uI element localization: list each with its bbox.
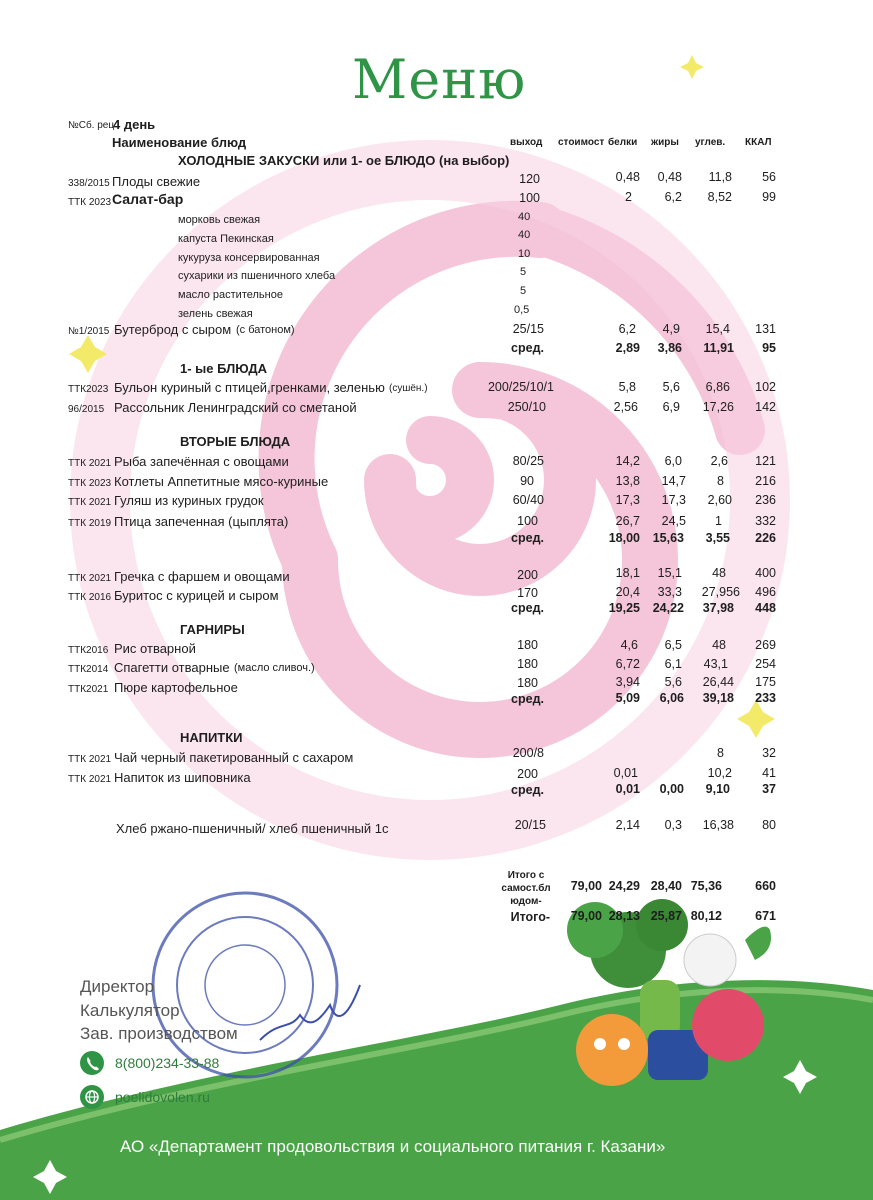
avg-kcal: 226: [755, 531, 776, 545]
ingredient-output: 40: [518, 211, 531, 223]
day-label: 4 день: [113, 117, 156, 132]
carbs-value: 8: [717, 746, 724, 760]
ingredient-output: 0,5: [514, 304, 530, 316]
avg-label: сред.: [511, 692, 544, 706]
avg-carbs: 39,18: [702, 691, 734, 705]
carbs-value: 2,60: [707, 493, 732, 507]
total-protein: 28,13: [608, 909, 640, 923]
header-cost: стоимост: [558, 137, 605, 148]
dish-name: Буритос с курицей и сыром: [114, 588, 279, 603]
ingredient-name: морковь свежая: [178, 214, 261, 226]
ingredient-output: 5: [520, 285, 527, 297]
total-label-1: Итого с самост.бл юдом-: [501, 870, 551, 907]
fat-value: 33,3: [657, 585, 682, 599]
kcal-value: 269: [755, 638, 776, 652]
dish-name: Чай черный пакетированный с сахаром: [114, 750, 354, 765]
avg-kcal: 233: [755, 691, 776, 705]
row-code: ТТК2016: [68, 645, 109, 656]
signature-director: Директор: [80, 977, 155, 996]
round-stamp: [153, 893, 337, 1077]
ingredient-name: сухарики из пшеничного хлеба: [178, 270, 336, 282]
row-code: ТТК 2019: [68, 518, 112, 529]
mascots-illustration: [567, 899, 771, 1086]
output-value: 200: [517, 767, 538, 781]
kcal-value: 332: [755, 514, 776, 528]
output-value: 200/25/10/1: [487, 380, 554, 394]
protein-value: 4,6: [620, 638, 638, 652]
total-cost: 79,00: [570, 879, 602, 893]
output-value: 180: [517, 657, 538, 671]
dish-name: Напиток из шиповника: [114, 770, 251, 785]
dish-name: Котлеты Аппетитные мясо-куриные: [114, 474, 329, 489]
row-code: ТТК2021: [68, 684, 109, 695]
row-code: ТТК 2021: [68, 774, 112, 785]
dish-name: Бутерброд с сыром: [114, 322, 232, 337]
kcal-value: 80: [762, 818, 776, 832]
row-code: №1/2015: [68, 326, 110, 337]
ingredient-name: капуста Пекинская: [178, 233, 274, 245]
protein-value: 14,2: [615, 454, 640, 468]
output-value: 80/25: [512, 454, 544, 468]
row-code: ТТК 2021: [68, 754, 112, 765]
ingredient-output: 5: [520, 266, 527, 278]
avg-label: сред.: [511, 531, 544, 545]
row-code: ТТК 2023: [68, 478, 112, 489]
total-carbs: 80,12: [690, 909, 722, 923]
row-code: ТТК 2023: [68, 197, 112, 208]
dish-name: Салат-бар: [112, 191, 184, 207]
ingredient-output: 10: [518, 248, 531, 260]
output-value: 180: [517, 638, 538, 652]
fat-value: 6,9: [662, 400, 680, 414]
kcal-value: 121: [755, 454, 776, 468]
header-fat: жиры: [651, 137, 679, 148]
total-protein: 24,29: [608, 879, 640, 893]
total-fat: 25,87: [650, 909, 682, 923]
output-value: 20/15: [514, 818, 546, 832]
total-kcal: 671: [755, 909, 776, 923]
ingredient-name: кукуруза консервированная: [178, 252, 320, 264]
section-title: ХОЛОДНЫЕ ЗАКУСКИ или 1- ое БЛЮДО (на выбор): [178, 153, 510, 168]
kcal-value: 32: [762, 746, 776, 760]
ingredient-name: масло растительное: [178, 289, 283, 301]
output-value: 250/10: [507, 400, 546, 414]
carbs-value: 17,26: [702, 400, 734, 414]
kcal-value: 99: [762, 190, 776, 204]
output-value: 120: [519, 172, 540, 186]
output-value: 100: [517, 514, 538, 528]
carbs-value: 6,86: [705, 380, 730, 394]
protein-value: 6,2: [618, 322, 636, 336]
header-protein: белки: [608, 137, 638, 148]
total-fat: 28,40: [650, 879, 682, 893]
globe-icon: [80, 1085, 104, 1109]
dish-name: Спагетти отварные: [114, 660, 230, 675]
header-output: выход: [510, 137, 543, 148]
fat-value: 24,5: [661, 514, 686, 528]
output-value: 100: [519, 191, 540, 205]
output-value: 60/40: [512, 493, 544, 507]
row-code: ТТК 2021: [68, 497, 112, 508]
kcal-value: 142: [755, 400, 776, 414]
carbs-value: 8: [717, 474, 724, 488]
website-link[interactable]: poelidovolen.ru: [115, 1089, 210, 1105]
avg-label: сред.: [511, 341, 544, 355]
fat-value: 6,0: [664, 454, 682, 468]
avg-carbs: 3,55: [705, 531, 730, 545]
avg-fat: 24,22: [652, 601, 684, 615]
kcal-value: 175: [755, 675, 776, 689]
carbs-value: 27,956: [701, 585, 740, 599]
carbs-value: 48: [712, 566, 726, 580]
total-label-2: Итого-: [510, 910, 550, 924]
fat-value: 14,7: [661, 474, 686, 488]
fat-value: 0,3: [664, 818, 682, 832]
kcal-value: 131: [755, 322, 776, 336]
fat-value: 5,6: [662, 380, 680, 394]
dish-name: Рис отварной: [114, 641, 196, 656]
protein-value: 0,01: [613, 766, 638, 780]
header-name: Наименование блюд: [112, 135, 247, 150]
bread-name: Хлеб ржано-пшеничный/ хлеб пшеничный 1с: [116, 821, 389, 836]
output-value: 200/8: [512, 746, 544, 760]
avg-protein: 5,09: [615, 691, 640, 705]
signature-calculator: Калькулятор: [80, 1001, 180, 1020]
kcal-value: 102: [755, 380, 776, 394]
total-cost: 79,00: [570, 909, 602, 923]
fat-value: 6,1: [664, 657, 682, 671]
carbs-value: 10,2: [707, 766, 732, 780]
kcal-value: 254: [755, 657, 776, 671]
dish-note: (масло сливоч.): [234, 662, 315, 674]
avg-protein: 0,01: [615, 782, 640, 796]
carbs-value: 43,1: [703, 657, 728, 671]
avg-label: сред.: [511, 783, 544, 797]
dish-name: Пюре картофельное: [114, 680, 238, 695]
day-prefix: №Сб. рец: [68, 120, 115, 131]
header-kcal: ККАЛ: [745, 137, 772, 148]
kcal-value: 400: [755, 566, 776, 580]
carbs-value: 48: [712, 638, 726, 652]
avg-protein: 19,25: [608, 601, 640, 615]
ingredient-output: 40: [518, 229, 531, 241]
signature-production: Зав. производством: [80, 1024, 238, 1043]
avg-carbs: 9,10: [705, 782, 730, 796]
carbs-value: 2,6: [710, 454, 728, 468]
section-title: ГАРНИРЫ: [180, 622, 245, 637]
fat-value: 6,5: [664, 638, 682, 652]
carbs-value: 16,38: [702, 818, 734, 832]
section-title: 1- ые БЛЮДА: [180, 361, 267, 376]
dish-name: Птица запеченная (цыплята): [114, 514, 289, 529]
output-value: 90: [520, 474, 534, 488]
dish-note: (сушён.): [389, 383, 428, 394]
protein-value: 13,8: [615, 474, 640, 488]
carbs-value: 11,8: [708, 170, 732, 184]
page-title: Меню: [352, 48, 527, 111]
carbs-value: 1: [715, 514, 722, 528]
phone-number[interactable]: 8(800)234-33-88: [115, 1055, 220, 1071]
output-value: 180: [517, 676, 538, 690]
row-code: ТТК 2016: [68, 592, 112, 603]
protein-value: 2,56: [613, 400, 638, 414]
protein-value: 17,3: [615, 493, 640, 507]
row-code: ТТК2014: [68, 664, 109, 675]
kcal-value: 236: [755, 493, 776, 507]
row-code: ТТК 2021: [68, 458, 112, 469]
protein-value: 6,72: [615, 657, 640, 671]
avg-label: сред.: [511, 601, 544, 615]
output-value: 25/15: [512, 322, 544, 336]
fat-value: 4,9: [662, 322, 680, 336]
kcal-value: 41: [762, 766, 776, 780]
protein-value: 5,8: [618, 380, 636, 394]
avg-protein: 18,00: [608, 531, 640, 545]
carbs-value: 8,52: [707, 190, 732, 204]
avg-kcal: 448: [755, 601, 776, 615]
output-value: 200: [517, 568, 538, 582]
ingredient-name: зелень свежая: [178, 308, 253, 320]
fat-value: 6,2: [664, 190, 682, 204]
dish-name: Гречка с фаршем и овощами: [114, 569, 290, 584]
avg-fat: 15,63: [652, 531, 684, 545]
dish-name: Плоды свежие: [112, 174, 201, 189]
row-code: 96/2015: [68, 404, 105, 415]
fat-value: 5,6: [664, 675, 682, 689]
footer-organization: АО «Департамент продовольствия и социального питания г. Казани»: [120, 1137, 666, 1156]
avg-fat: 6,06: [659, 691, 684, 705]
fat-value: 17,3: [661, 493, 686, 507]
avg-carbs: 37,98: [702, 601, 734, 615]
header-carbs: углев.: [695, 137, 726, 148]
carbs-value: 15,4: [705, 322, 730, 336]
avg-kcal: 95: [762, 341, 776, 355]
avg-fat: 0,00: [659, 782, 684, 796]
section-title: НАПИТКИ: [180, 730, 243, 745]
avg-kcal: 37: [762, 782, 776, 796]
protein-value: 20,4: [615, 585, 640, 599]
kcal-value: 496: [755, 585, 776, 599]
dish-name: Рассольник Ленинградский со сметаной: [114, 400, 357, 415]
row-code: ТТК 2021: [68, 573, 112, 584]
protein-value: 2: [625, 190, 632, 204]
phone-icon: [80, 1051, 104, 1075]
protein-value: 26,7: [615, 514, 640, 528]
fat-value: 15,1: [657, 566, 682, 580]
dish-name: Бульон куриный с птицей,гренками, зеленью: [114, 380, 385, 395]
row-code: ТТК2023: [68, 384, 109, 395]
total-carbs: 75,36: [690, 879, 722, 893]
protein-value: 0,48: [615, 170, 640, 184]
dish-note: (с батоном): [236, 324, 295, 336]
output-value: 170: [517, 586, 538, 600]
total-kcal: 660: [755, 879, 776, 893]
dish-name: Рыба запечённая с овощами: [114, 454, 289, 469]
protein-value: 18,1: [615, 566, 640, 580]
kcal-value: 216: [755, 474, 776, 488]
protein-value: 3,94: [615, 675, 640, 689]
carbs-value: 26,44: [702, 675, 734, 689]
row-code: 338/2015: [68, 178, 110, 189]
avg-fat: 3,86: [657, 341, 682, 355]
kcal-value: 56: [762, 170, 776, 184]
fat-value: 0,48: [657, 170, 682, 184]
avg-protein: 2,89: [615, 341, 640, 355]
avg-carbs: 11,91: [703, 341, 734, 355]
protein-value: 2,14: [615, 818, 640, 832]
dish-name: Гуляш из куриных грудок: [114, 493, 264, 508]
section-title: ВТОРЫЕ БЛЮДА: [180, 434, 291, 449]
